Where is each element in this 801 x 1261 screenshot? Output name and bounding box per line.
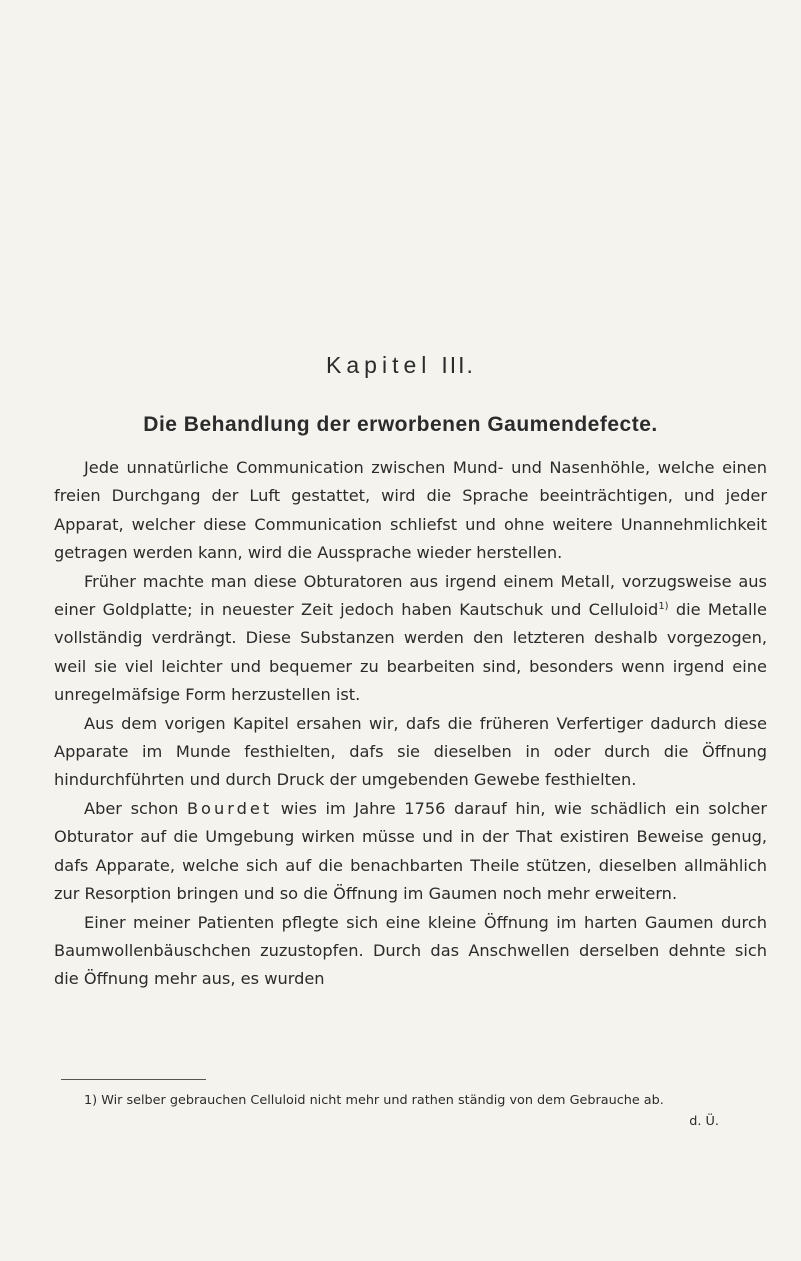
paragraph-5: Einer meiner Patienten pflegte sich eine kleine Öffnung im harten Gaumen durch Baumwollenbäuschchen zuzustopfen. Durch das Anschwellen derselben dehnte sich die Öffnung mehr aus, es wurden bbox=[54, 912, 767, 989]
section-title: Die Behandlung der erworbenen Gaumendefecte. bbox=[143, 413, 658, 436]
paragraph-4-start: Aber schon bbox=[84, 798, 187, 818]
chapter-heading bbox=[0, 352, 801, 379]
footnote-marker: 1) bbox=[84, 1093, 98, 1108]
footnote-divider bbox=[61, 1079, 206, 1080]
footnote-signature: d. Ü. bbox=[689, 1114, 719, 1129]
paragraph-3: Aus dem vorigen Kapitel ersahen wir, dafs die früheren Verfertiger dadurch diese Apparate im Munde festhielten, dafs sie dieselben in oder durch die Öffnung hindurchführten und durch Druck der umgebenden Gewebe festhielten. bbox=[54, 713, 767, 790]
paragraph-1: Jede unnatürliche Communication zwischen Mund- und Nasenhöhle, welche einen freien Durchgang der Luft gestattet, wird die Sprache beeinträchtigen, und jeder Apparat, welcher diese Communication schliefst und ohne weitere Unannehmlichkeit getragen werden kann, wird die Aussprache wieder herstellen. bbox=[54, 458, 767, 563]
footnote-reference[interactable]: 1) bbox=[658, 601, 669, 613]
chapter-prefix: Kapitel bbox=[326, 352, 432, 378]
paragraph-2-start: Früher machte man diese Obturatoren aus irgend einem Metall, vorzugsweise aus einer Goldplatte; in neuester Zeit jedoch haben Kautschuk und Celluloid bbox=[54, 571, 767, 620]
footnote bbox=[54, 1090, 767, 1132]
body-text bbox=[54, 454, 767, 994]
paragraph-4-end: wies im Jahre 1756 darauf hin, wie schädlich ein solcher Obturator auf die Umgebung wirken müsse und in der That existiren Beweise genug, dafs Apparate, welche sich auf die benachbarten Theile stützen, dieselben allmählich zur Resorption bringen und so die Öffnung im Gaumen noch mehr erweitern. bbox=[54, 798, 767, 904]
paragraph-2-end: die Metalle vollständig verdrängt. Diese Substanzen werden den letzteren deshalb vorgezogen, weil sie viel leichter und bequemer zu bearbeiten sind, besonders wenn irgend eine unregelmäfsige Form herzustellen ist. bbox=[54, 600, 767, 705]
person-name: Bourdet bbox=[186, 798, 273, 818]
paragraph-2 bbox=[54, 568, 767, 710]
footnote-text: Wir selber gebrauchen Celluloid nicht mehr und rathen ständig von dem Gebrauche ab. bbox=[97, 1093, 664, 1108]
chapter-number: III. bbox=[441, 352, 475, 378]
paragraph-4 bbox=[54, 795, 767, 909]
